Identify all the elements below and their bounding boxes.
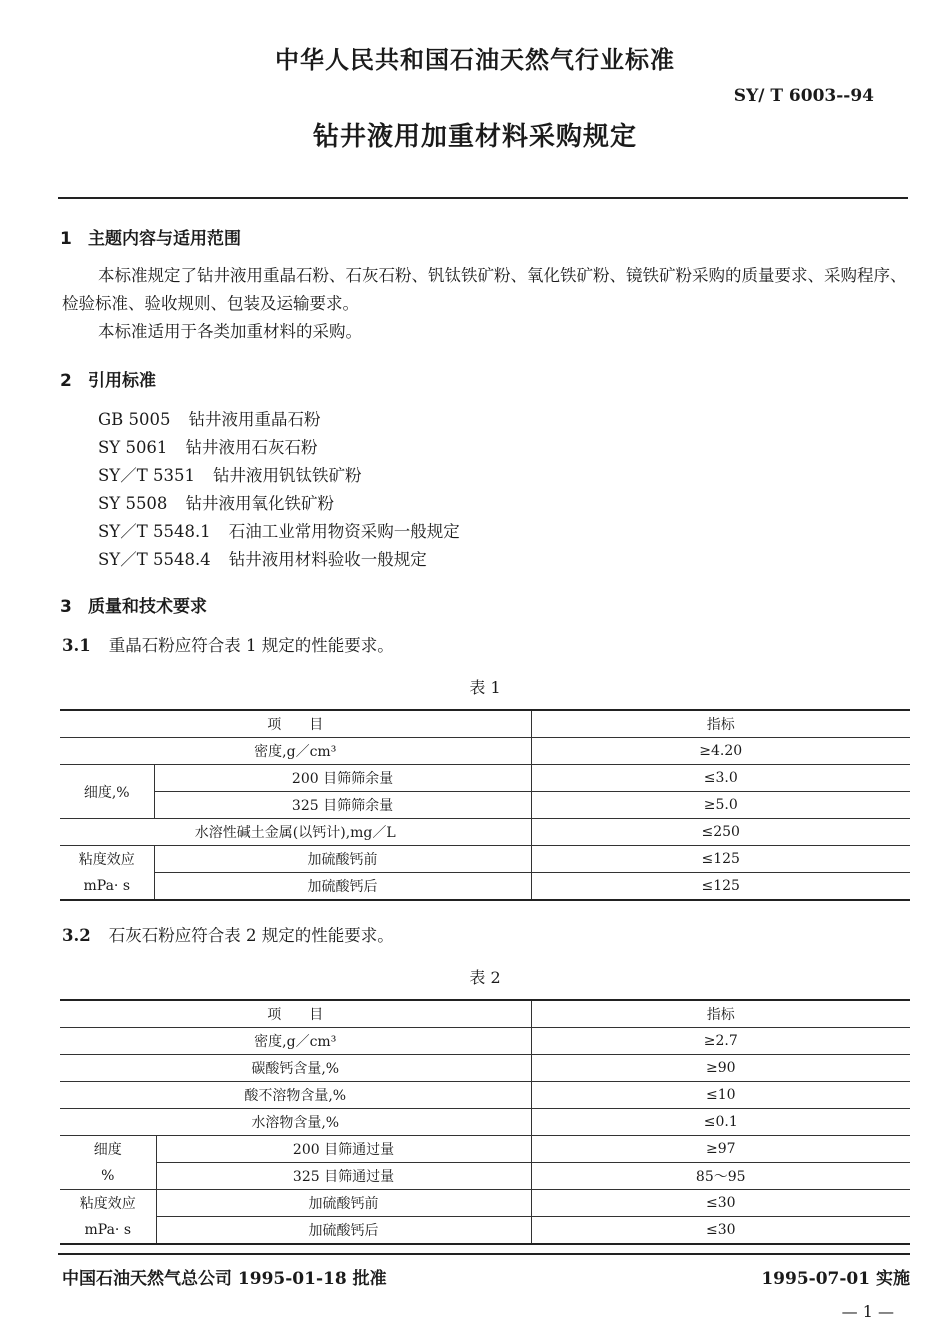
header-value: 指标 (531, 710, 910, 738)
reference-code: SY／T 5548.1 (98, 522, 211, 541)
table-row (60, 846, 910, 873)
section-1-heading (60, 224, 241, 249)
group-label: 细度 (60, 1136, 156, 1163)
reference-name: 钻井液用材料验收一般规定 (228, 550, 427, 569)
section-1-paragraph (62, 262, 908, 318)
row-value: ≤125 (531, 873, 910, 901)
effective-date: 1995-07-01 实施 (761, 1269, 910, 1289)
reference-code: SY 5061 (98, 438, 168, 457)
row-label: 水溶物含量,% (60, 1109, 531, 1136)
table-row (60, 792, 910, 819)
table-2-caption: 表 2 (469, 968, 501, 987)
row-value: ≥4.20 (531, 738, 910, 765)
row-label: 325 目筛筛余量 (154, 792, 531, 819)
table-2 (60, 999, 910, 1245)
table-row (60, 1217, 910, 1245)
row-value: ≤3.0 (531, 765, 910, 792)
section-2-heading (60, 366, 156, 391)
subsection-text: 石灰石粉应符合表 2 规定的性能要求。 (108, 926, 394, 945)
row-label: 200 目筛筛余量 (154, 765, 531, 792)
table-row (60, 1190, 910, 1217)
row-value: ≤30 (531, 1190, 910, 1217)
subsection-3-2 (62, 922, 394, 946)
table-row (60, 1028, 910, 1055)
row-label: 加硫酸钙后 (154, 873, 531, 901)
row-value: ≥5.0 (531, 792, 910, 819)
footer-divider (58, 1253, 910, 1255)
table-1 (60, 709, 910, 901)
header-divider (58, 197, 908, 199)
row-value: ≤250 (531, 819, 910, 846)
table-row (60, 738, 910, 765)
table-1-caption: 表 1 (469, 678, 501, 697)
header-item: 项 目 (60, 710, 531, 738)
row-label: 密度,g／cm³ (60, 1028, 531, 1055)
row-label: 密度,g／cm³ (60, 738, 531, 765)
reference-name: 石油工业常用物资采购一般规定 (228, 522, 460, 541)
group-label: 细度,% (60, 765, 154, 819)
approval-line: 中国石油天然气总公司 1995-01-18 批准 (62, 1269, 387, 1289)
reference-code: GB 5005 (98, 410, 171, 429)
page-number: — 1 — (841, 1302, 894, 1321)
reference-name: 钻井液用重晶石粉 (188, 410, 321, 429)
subsection-number: 3.2 (62, 926, 91, 945)
reference-item (98, 462, 361, 486)
reference-item (98, 518, 460, 542)
reference-code: SY 5508 (98, 494, 168, 513)
row-value: ≥2.7 (531, 1028, 910, 1055)
row-label: 酸不溶物含量,% (60, 1082, 531, 1109)
table-row (60, 1055, 910, 1082)
row-label: 325 目筛通过量 (156, 1163, 531, 1190)
header-item: 项 目 (60, 1000, 531, 1028)
section-title: 引用标准 (88, 371, 156, 391)
section-number: 3 (60, 597, 72, 617)
row-label: 200 目筛通过量 (156, 1136, 531, 1163)
table-row (60, 873, 910, 901)
row-value: ≤0.1 (531, 1109, 910, 1136)
group-unit: mPa· s (60, 873, 154, 901)
section-number: 1 (60, 229, 72, 249)
row-value: ≤30 (531, 1217, 910, 1245)
scope-text: 本标准规定了钻井液用重晶石粉、石灰石粉、钒钛铁矿粉、氧化铁矿粉、镜铁矿粉采购的质量要求、采购程序、检验标准、验收规则、包装及运输要求。 (62, 266, 907, 313)
reference-name: 钻井液用氧化铁矿粉 (185, 494, 334, 513)
section-title: 质量和技术要求 (88, 597, 207, 617)
row-value: ≥97 (531, 1136, 910, 1163)
row-value: ≤10 (531, 1082, 910, 1109)
group-unit: % (60, 1163, 156, 1190)
group-label: 粘度效应 (60, 846, 154, 873)
reference-item (98, 546, 427, 570)
row-label: 加硫酸钙前 (156, 1190, 531, 1217)
industry-standard-heading: 中华人民共和国石油天然气行业标准 (275, 46, 675, 74)
group-unit: mPa· s (60, 1217, 156, 1245)
reference-item (98, 406, 321, 430)
table-row (60, 765, 910, 792)
applicability-text: 本标准适用于各类加重材料的采购。 (98, 322, 362, 341)
section-title: 主题内容与适用范围 (88, 229, 241, 249)
table-row (60, 1082, 910, 1109)
reference-code: SY／T 5351 (98, 466, 195, 485)
row-label: 碳酸钙含量,% (60, 1055, 531, 1082)
table-row (60, 819, 910, 846)
document-title: 钻井液用加重材料采购规定 (312, 122, 637, 152)
row-label: 加硫酸钙后 (156, 1217, 531, 1245)
subsection-number: 3.1 (62, 636, 91, 655)
section-number: 2 (60, 371, 72, 391)
header-value: 指标 (531, 1000, 910, 1028)
section-3-heading (60, 592, 207, 617)
table-header-row (60, 710, 910, 738)
table-row (60, 1109, 910, 1136)
table-row (60, 1136, 910, 1163)
subsection-3-1 (62, 632, 394, 656)
reference-item (98, 490, 334, 514)
subsection-text: 重晶石粉应符合表 1 规定的性能要求。 (108, 636, 394, 655)
table-header-row (60, 1000, 910, 1028)
row-value: ≥90 (531, 1055, 910, 1082)
row-value: 85～95 (531, 1163, 910, 1190)
row-label: 加硫酸钙前 (154, 846, 531, 873)
row-value: ≤125 (531, 846, 910, 873)
reference-code: SY／T 5548.4 (98, 550, 211, 569)
reference-item (98, 434, 317, 458)
reference-name: 钻井液用钒钛铁矿粉 (212, 466, 362, 485)
table-row (60, 1163, 910, 1190)
group-label: 粘度效应 (60, 1190, 156, 1217)
standard-code: SY/ T 6003--94 (733, 86, 874, 106)
row-label: 水溶性碱土金属(以钙计),mg／L (60, 819, 531, 846)
reference-name: 钻井液用石灰石粉 (185, 438, 318, 457)
